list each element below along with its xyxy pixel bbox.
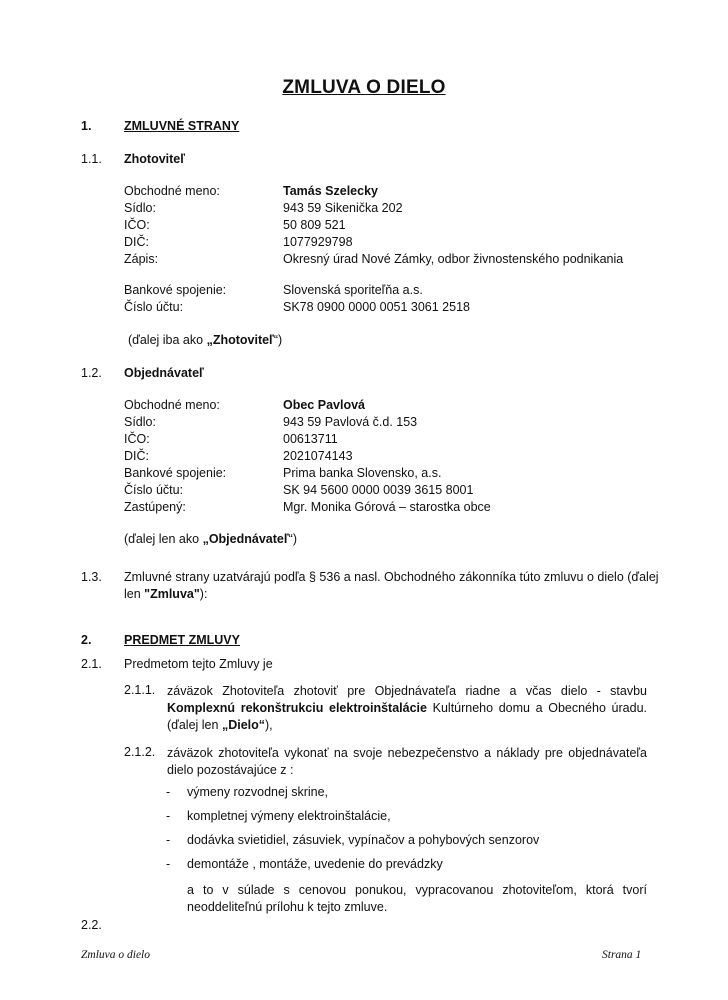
- section-2-1-1-text: [167, 683, 647, 734]
- work-alias: „Dielo“: [221, 718, 265, 732]
- section-1-2-heading: Objednávateľ: [124, 366, 204, 380]
- field-label: DIČ:: [124, 235, 149, 249]
- section-2-1-2-number: 2.1.2.: [124, 745, 156, 759]
- alias-text: (ďalej iba ako: [128, 333, 207, 347]
- field-label: Obchodné meno:: [124, 184, 220, 198]
- text-run: ),: [265, 718, 273, 732]
- list-item: výmeny rozvodnej skrine,: [187, 785, 329, 799]
- section-1-1-heading: Zhotoviteľ: [124, 152, 186, 166]
- contract-alias: "Zmluva": [144, 587, 200, 601]
- text-run: Kultúrneho domu a Obecného úradu. (ďalej len: [167, 701, 647, 732]
- field-label: DIČ:: [124, 449, 149, 463]
- section-2-heading: PREDMET ZMLUVY: [124, 633, 240, 647]
- section-2-number: 2.: [81, 633, 92, 647]
- field-label: Bankové spojenie:: [124, 466, 227, 480]
- list-item: dodávka svietidiel, zásuviek, vypínačov a pohybových senzorov: [187, 833, 540, 847]
- field-label: Obchodné meno:: [124, 398, 220, 412]
- scope-tail-text: a to v súlade s cenovou ponukou, vypracovanou zhotoviteľom, ktorá tvorí neoddeliteľnú prílohu k tejto zmluve.: [187, 883, 647, 914]
- field-value: Tamás Szelecky: [283, 184, 378, 198]
- list-bullet: -: [166, 833, 171, 847]
- field-value: 50 809 521: [283, 218, 346, 232]
- section-1-1-number: 1.1.: [81, 152, 102, 166]
- document-title: ZMLUVA O DIELO: [282, 77, 446, 98]
- section-2-1-2-text: záväzok zhotoviteľa vykonať na svoje nebezpečenstvo a náklady pre objednávateľa dielo pozostávajúce z :: [167, 746, 647, 777]
- alias-text: (ďalej len ako: [124, 532, 203, 546]
- footer-page-number: Strana 1: [602, 949, 642, 961]
- field-label: Číslo účtu:: [124, 300, 184, 314]
- field-label: Zápis:: [124, 252, 159, 266]
- field-value: 943 59 Pavlová č.d. 153: [283, 415, 418, 429]
- section-1-3-text: Zmluvné strany uzatvárajú podľa § 536 a nasl. Obchodného zákonníka túto zmluvu o dielo (ďalej: [124, 570, 659, 584]
- contractor-alias: [128, 333, 282, 347]
- field-value: Obec Pavlová: [283, 398, 365, 412]
- field-label: IČO:: [124, 218, 150, 232]
- field-label: Bankové spojenie:: [124, 283, 227, 297]
- work-title: Komplexnú rekonštrukciu elektroinštalácie: [167, 701, 427, 715]
- field-value: Prima banka Slovensko, a.s.: [283, 466, 442, 480]
- field-label: Zastúpený:: [124, 500, 186, 514]
- alias-bold: „Objednávateľ: [202, 532, 289, 546]
- alias-close: “): [288, 532, 297, 546]
- section-1-2-number: 1.2.: [81, 366, 102, 380]
- section-1-number: 1.: [81, 119, 92, 133]
- alias-close: “): [273, 333, 283, 347]
- field-value: SK78 0900 0000 0051 3061 2518: [283, 300, 470, 314]
- text-run: záväzok Zhotoviteľa zhotoviť pre Objednávateľa riadne a včas dielo - stavbu: [167, 684, 647, 698]
- footer-document-name: Zmluva o dielo: [81, 949, 150, 961]
- section-1-3-number: 1.3.: [81, 570, 102, 584]
- text-run: len: [124, 587, 145, 601]
- section-2-1-number: 2.1.: [81, 657, 102, 671]
- list-item: demontáže , montáže, uvedenie do prevádzky: [187, 857, 443, 871]
- section-2-1-text: Predmetom tejto Zmluvy je: [124, 657, 273, 671]
- list-bullet: -: [166, 809, 171, 823]
- field-value: 00613711: [283, 432, 338, 446]
- client-alias: [124, 532, 297, 546]
- text-run: ):: [199, 587, 208, 601]
- field-label: Číslo účtu:: [124, 483, 184, 497]
- field-value: Okresný úrad Nové Zámky, odbor živnostenského podnikania: [283, 252, 624, 266]
- field-label: Sídlo:: [124, 201, 156, 215]
- field-label: Sídlo:: [124, 415, 156, 429]
- section-1-heading: ZMLUVNÉ STRANY: [124, 119, 240, 133]
- list-bullet: -: [166, 857, 171, 871]
- field-value: Slovenská sporiteľňa a.s.: [283, 283, 423, 297]
- list-bullet: -: [166, 785, 171, 799]
- section-1-3-text-cont: [124, 587, 207, 601]
- field-value: SK 94 5600 0000 0039 3615 8001: [283, 483, 474, 497]
- alias-bold: „Zhotoviteľ: [206, 333, 274, 347]
- field-label: IČO:: [124, 432, 150, 446]
- field-value: Mgr. Monika Górová – starostka obce: [283, 500, 491, 514]
- list-item: kompletnej výmeny elektroinštalácie,: [187, 809, 391, 823]
- field-value: 2021074143: [283, 449, 353, 463]
- section-2-2-number: 2.2.: [81, 918, 102, 932]
- field-value: 943 59 Sikenička 202: [283, 201, 403, 215]
- section-2-1-1-number: 2.1.1.: [124, 683, 156, 697]
- field-value: 1077929798: [283, 235, 353, 249]
